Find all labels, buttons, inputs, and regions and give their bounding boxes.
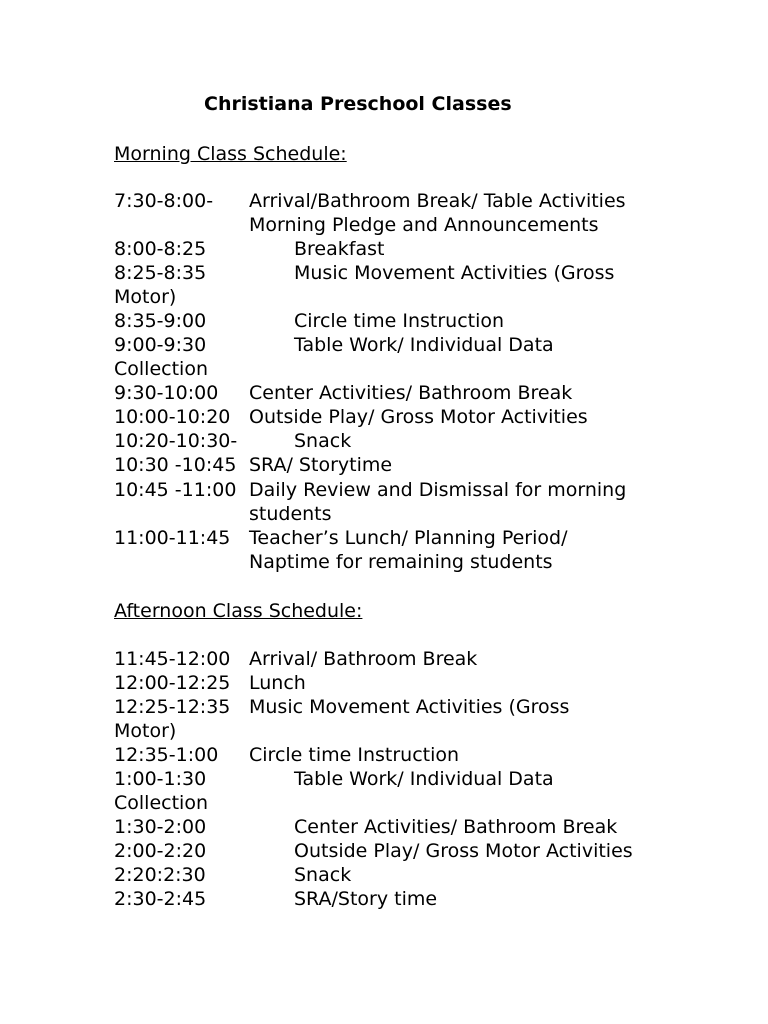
row-activity: Center Activities/ Bathroom Break bbox=[294, 816, 618, 838]
row-time: 8:25-8:35 bbox=[114, 262, 207, 284]
row-time: 10:45 -11:00 bbox=[114, 479, 237, 501]
row-activity: Music Movement Activities (Gross bbox=[294, 262, 615, 284]
row-activity: Snack bbox=[294, 430, 352, 452]
row-activity: SRA/ Storytime bbox=[249, 454, 393, 476]
row-time: 8:35-9:00 bbox=[114, 310, 207, 332]
row-activity: Lunch bbox=[249, 672, 306, 694]
row-time: 1:00-1:30 bbox=[114, 768, 207, 790]
row-time: 2:00-2:20 bbox=[114, 840, 207, 862]
row-activity: Arrival/Bathroom Break/ Table Activities bbox=[249, 190, 626, 212]
row-time: 2:20:2:30 bbox=[114, 864, 206, 886]
row-time: 7:30-8:00- bbox=[114, 190, 214, 212]
row-activity: Circle time Instruction bbox=[294, 310, 505, 332]
row-time: 9:00-9:30 bbox=[114, 334, 207, 356]
row-time: 8:00-8:25 bbox=[114, 238, 207, 260]
row-activity: SRA/Story time bbox=[294, 888, 438, 910]
row-time: 10:30 -10:45 bbox=[114, 454, 237, 476]
row-activity: Music Movement Activities (Gross bbox=[249, 696, 570, 718]
row-time: 10:20-10:30- bbox=[114, 430, 238, 452]
row-activity: Circle time Instruction bbox=[249, 744, 460, 766]
row-activity: Daily Review and Dismissal for morning bbox=[249, 479, 627, 501]
row-time: 11:45-12:00 bbox=[114, 648, 231, 670]
row-activity: Table Work/ Individual Data bbox=[294, 768, 554, 790]
page-title: Christiana Preschool Classes bbox=[204, 93, 512, 115]
row-activity: Arrival/ Bathroom Break bbox=[249, 648, 478, 670]
row-activity: Teacher’s Lunch/ Planning Period/ bbox=[249, 527, 568, 549]
row-time: 12:00-12:25 bbox=[114, 672, 231, 694]
row-time: Collection bbox=[114, 792, 208, 814]
row-time: 1:30-2:00 bbox=[114, 816, 207, 838]
row-activity: Morning Pledge and Announcements bbox=[249, 214, 599, 236]
row-activity: Outside Play/ Gross Motor Activities bbox=[249, 406, 588, 428]
afternoon-schedule-heading: Afternoon Class Schedule: bbox=[114, 600, 363, 622]
row-activity: Center Activities/ Bathroom Break bbox=[249, 382, 573, 404]
row-time: 12:35-1:00 bbox=[114, 744, 219, 766]
row-activity: students bbox=[249, 503, 332, 525]
row-time: 10:00-10:20 bbox=[114, 406, 231, 428]
row-activity: Naptime for remaining students bbox=[249, 551, 553, 573]
row-activity: Table Work/ Individual Data bbox=[294, 334, 554, 356]
row-activity: Outside Play/ Gross Motor Activities bbox=[294, 840, 633, 862]
row-activity: Snack bbox=[294, 864, 352, 886]
row-time: 12:25-12:35 bbox=[114, 696, 231, 718]
row-time: 11:00-11:45 bbox=[114, 527, 231, 549]
morning-schedule-heading: Morning Class Schedule: bbox=[114, 143, 347, 165]
row-time: Motor) bbox=[114, 286, 177, 308]
row-time: Motor) bbox=[114, 720, 177, 742]
row-activity: Breakfast bbox=[294, 238, 385, 260]
row-time: 9:30-10:00 bbox=[114, 382, 219, 404]
row-time: Collection bbox=[114, 358, 208, 380]
row-time: 2:30-2:45 bbox=[114, 888, 207, 910]
